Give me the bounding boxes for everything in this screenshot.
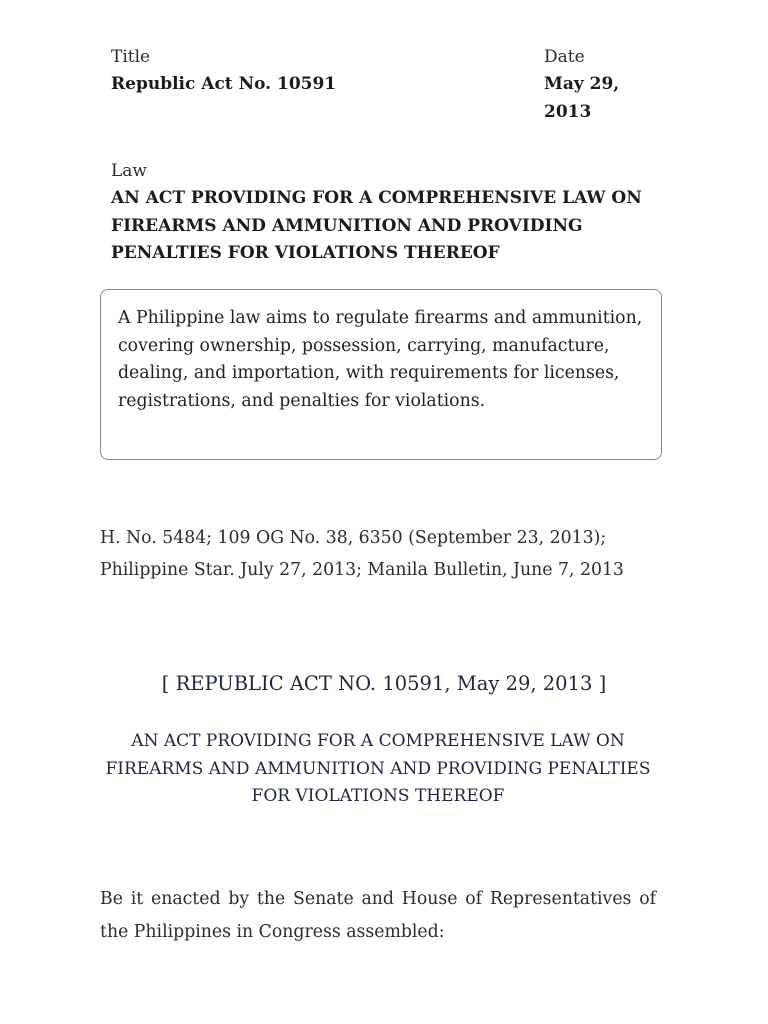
date-field	[544, 44, 656, 126]
publication-references: H. No. 5484; 109 OG No. 38, 6350 (September 23, 2013); Philippine Star. July 27, 2013; Manila Bulletin, June 7, 2013	[100, 528, 624, 580]
metadata-row	[111, 44, 656, 126]
act-subtitle: AN ACT PROVIDING FOR A COMPREHENSIVE LAW ON FIREARMS AND AMMUNITION AND PROVIDING PENALTIES FOR VIOLATIONS THEREOF	[105, 731, 651, 806]
document-metadata	[111, 44, 656, 126]
title-label: Title	[111, 47, 151, 67]
date-label: Date	[544, 47, 585, 67]
law-title: AN ACT PROVIDING FOR A COMPREHENSIVE LAW ON FIREARMS AND AMMUNITION AND PROVIDING PENALTIES FOR VIOLATIONS THEREOF	[111, 188, 642, 263]
act-heading: [ REPUBLIC ACT NO. 10591, May 29, 2013 ]	[161, 672, 607, 695]
date-value: May 29, 2013	[544, 74, 620, 122]
title-field	[111, 44, 511, 126]
law-label: Law	[111, 161, 147, 181]
summary-box: A Philippine law aims to regulate firearms and ammunition, covering ownership, possession, carrying, manufacture, dealing, and importation, with requirements for licenses, registrations, and penalties for violations.	[100, 289, 662, 460]
title-value: Republic Act No. 10591	[111, 74, 337, 94]
law-field	[111, 158, 656, 268]
enactment-clause: Be it enacted by the Senate and House of Representatives of the Philippines in Congress assembled:	[100, 889, 656, 942]
